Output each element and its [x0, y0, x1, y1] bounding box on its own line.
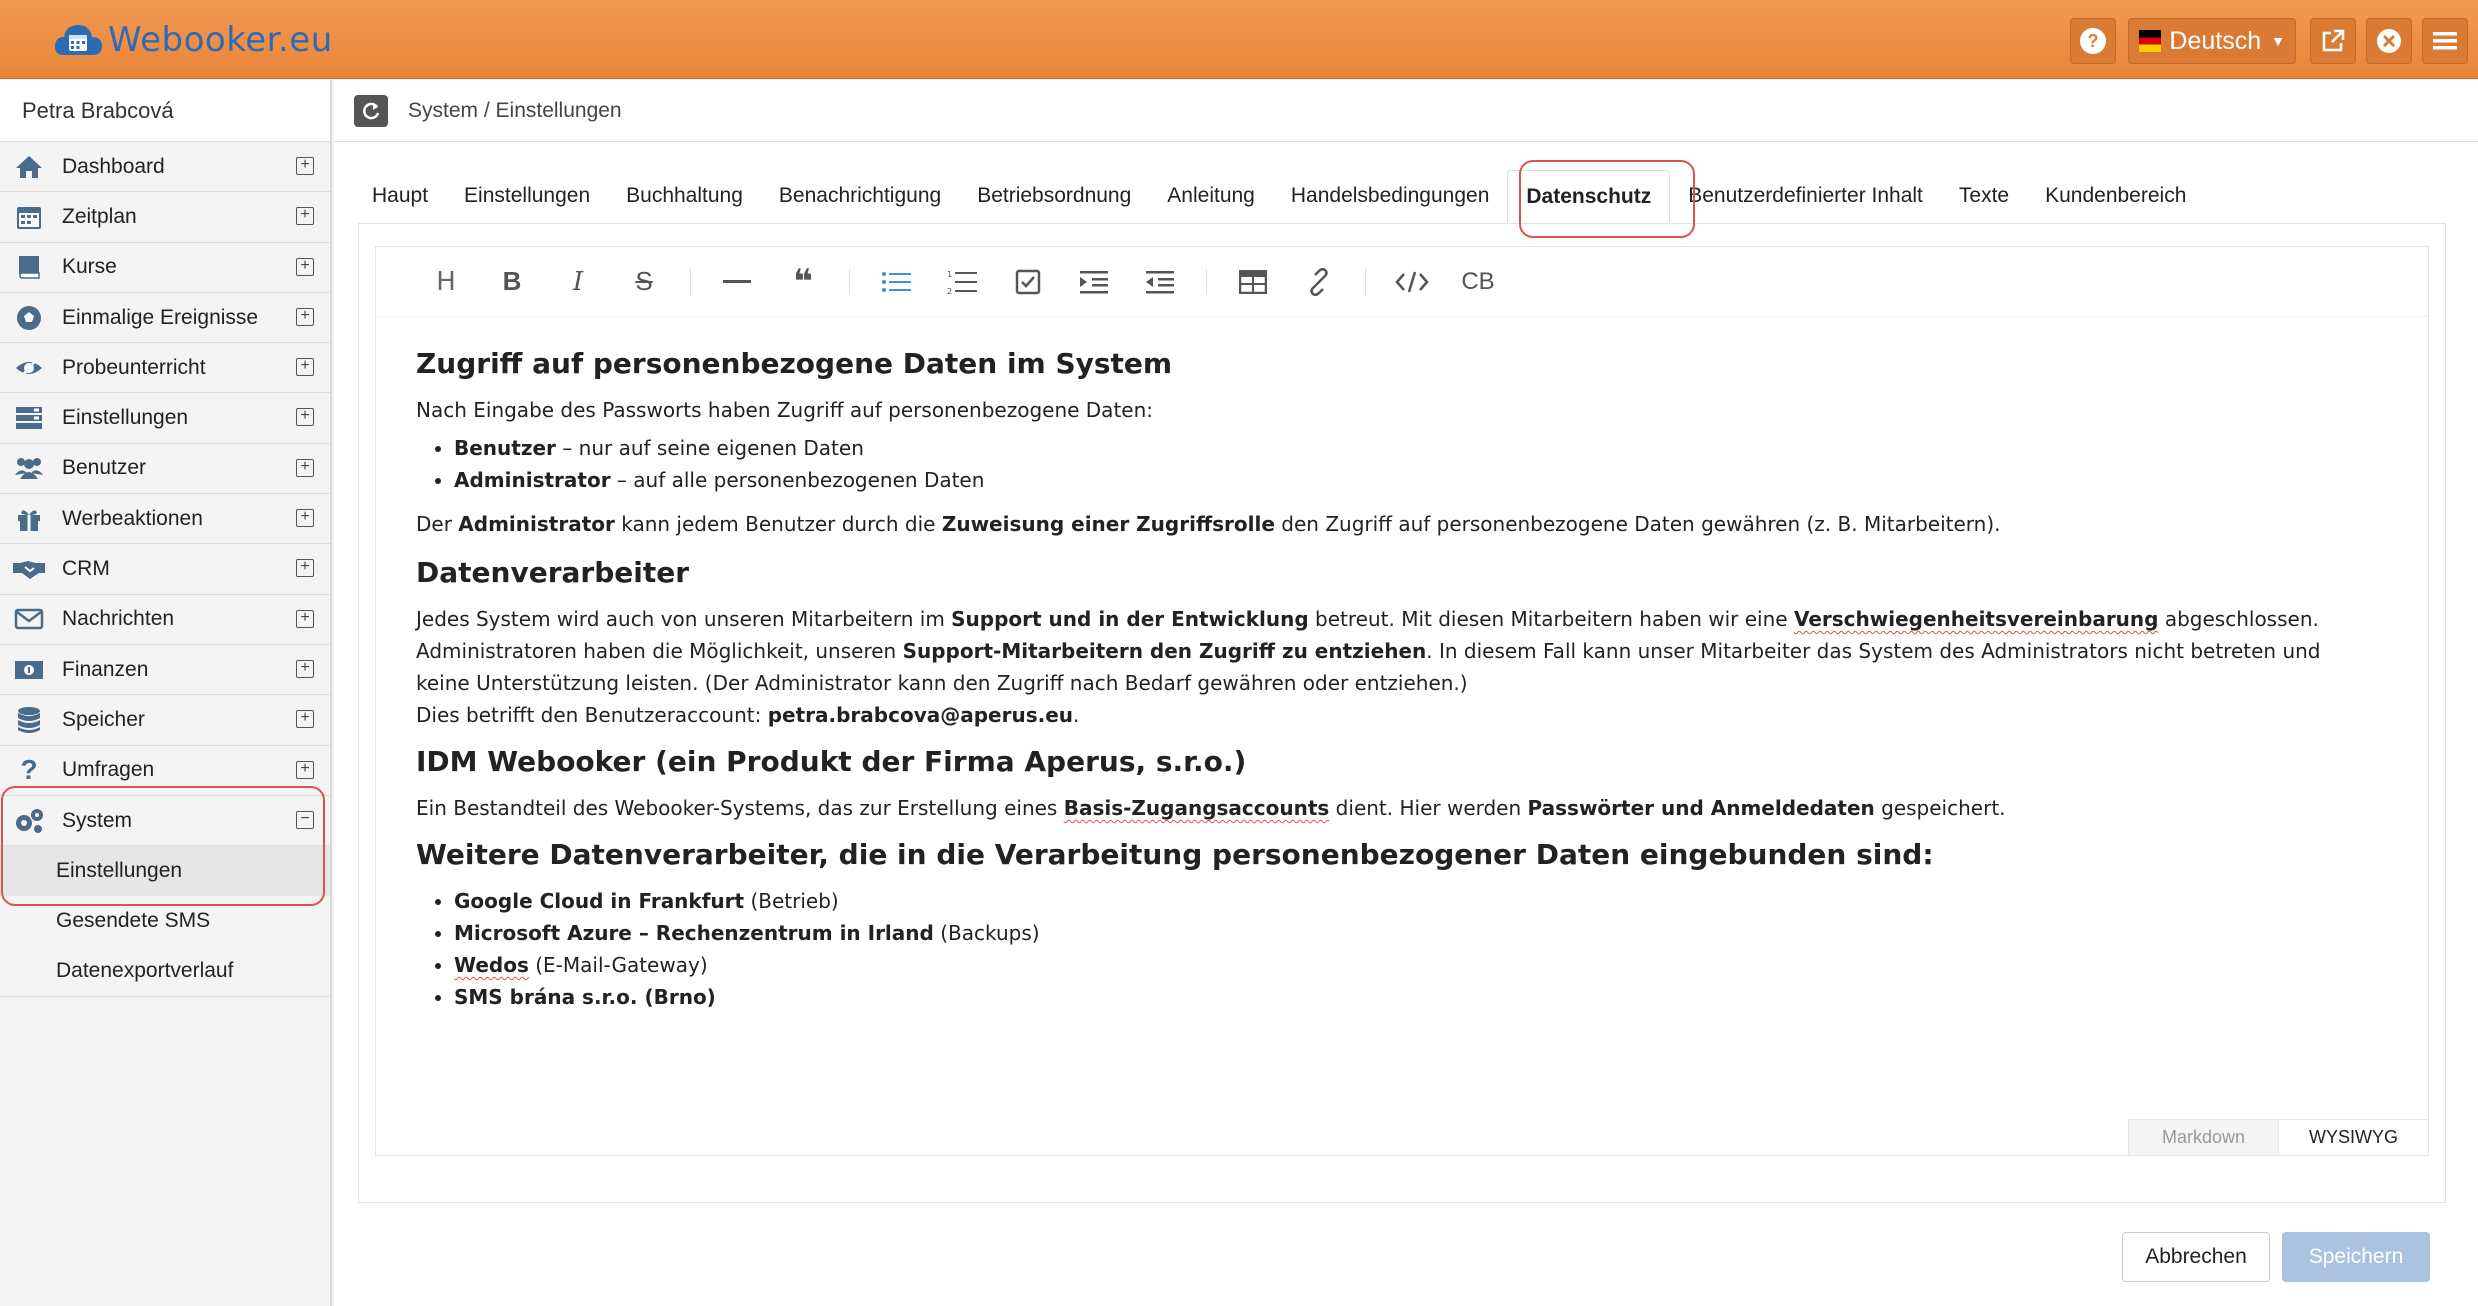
heading-processors: Datenverarbeiter: [416, 556, 690, 589]
sidebar-item-label: Dashboard: [62, 154, 165, 178]
expand-icon[interactable]: +: [296, 207, 314, 225]
breadcrumb: [334, 80, 2478, 142]
editor-mode-switch: [2128, 1119, 2428, 1155]
logo[interactable]: [52, 14, 333, 66]
users-icon: [12, 453, 46, 483]
tab-einstellungen[interactable]: Einstellungen: [464, 184, 591, 207]
toolbar-divider: [1365, 269, 1366, 295]
sidebar: [0, 80, 332, 1306]
sidebar-item-label: Werbeaktionen: [62, 506, 203, 530]
code-block-label: CB: [1461, 267, 1495, 295]
checklist-icon[interactable]: [1008, 262, 1048, 302]
outdent-icon[interactable]: [1140, 262, 1180, 302]
list-item: • Wedos (E-Mail-Gateway): [454, 949, 2376, 981]
italic-icon[interactable]: I: [572, 266, 584, 297]
list-item: • SMS brána s.r.o. (Brno): [454, 981, 2376, 1013]
sidebar-item-dashboard[interactable]: [0, 142, 330, 192]
sidebar-item-label: Benutzer: [62, 456, 147, 480]
sidebar-item-umfragen[interactable]: [0, 746, 330, 796]
toolbar-divider: [849, 269, 850, 295]
editor-toolbar: [376, 247, 2428, 317]
expand-icon[interactable]: +: [296, 459, 314, 477]
bold-icon[interactable]: B: [502, 266, 522, 296]
toolbar-divider: [690, 269, 691, 295]
sidebar-item-label: Probeunterricht: [62, 355, 206, 379]
german-flag-icon: [2139, 30, 2161, 52]
gift-icon: [12, 504, 46, 534]
envelope-icon: [12, 604, 46, 634]
home-icon: [12, 152, 46, 182]
bullet-list-icon[interactable]: [876, 262, 916, 302]
money-icon: [12, 655, 46, 685]
expand-icon[interactable]: +: [296, 559, 314, 577]
tab-buchhaltung[interactable]: Buchhaltung: [626, 184, 743, 207]
paragraph: Nach Eingabe des Passworts haben Zugriff auf personenbezogene Daten:: [416, 398, 1154, 422]
paragraph: Administratoren haben die Möglichkeit, unseren Support-Mitarbeitern den Zugriff zu entziehen. In diesem Fall kann unser Mitarbeiter das System des Administrators nicht betreten und keine Unterstützung leisten. (Der Administrator kann den Zugriff nach Bedarf gewähren oder entziehen.): [416, 639, 2321, 695]
paragraph: Jedes System wird auch von unseren Mitarbeitern im Support und in der Entwicklung betreut. Mit diesen Mitarbeitern haben wir eine Verschwiegenheitsvereinbarung abgeschlossen.: [416, 607, 2319, 631]
expand-icon[interactable]: +: [296, 408, 314, 426]
tab-bar: [354, 170, 2204, 222]
sidebar-item-label: Umfragen: [62, 758, 155, 782]
sidebar-item-einstellungen[interactable]: [0, 393, 330, 443]
save-button[interactable]: Speichern: [2282, 1232, 2430, 1282]
quote-icon[interactable]: ❝: [793, 262, 813, 301]
expand-icon[interactable]: +: [296, 710, 314, 728]
processors-list: [454, 885, 2376, 1013]
handshake-icon: [12, 554, 46, 584]
paragraph: Der Administrator kann jedem Benutzer durch die Zuweisung einer Zugriffsrolle den Zugriff auf personenbezogene Daten gewähren (z. B. Mitarbeitern).: [416, 512, 2001, 536]
code-block-icon[interactable]: [1458, 262, 1498, 302]
heading-access: Zugriff auf personenbezogene Daten im System: [416, 347, 1173, 380]
sidebar-subitem-gesendete-sms[interactable]: Gesendete SMS: [56, 909, 211, 933]
toolbar-divider: [1206, 269, 1207, 295]
list-item: • Administrator – auf alle personenbezogenen Daten: [454, 464, 2376, 496]
expand-icon[interactable]: +: [296, 308, 314, 326]
refresh-button[interactable]: [354, 95, 388, 127]
sidebar-subitem-datenexportverlauf[interactable]: Datenexportverlauf: [56, 959, 234, 983]
hamburger-icon: [2432, 30, 2458, 52]
cloud-calendar-icon: [52, 15, 104, 65]
sidebar-item-system[interactable]: [0, 796, 330, 846]
heading-icon[interactable]: H: [436, 266, 456, 297]
list-item: • Google Cloud in Frankfurt (Betrieb): [454, 885, 2376, 917]
sidebar-item-label: Einmalige Ereignisse: [62, 305, 259, 329]
language-label: Deutsch: [2169, 26, 2262, 55]
soccer-ball-icon: [12, 303, 46, 333]
breadcrumb-text: System / Einstellungen: [408, 98, 622, 122]
list-item: • Microsoft Azure – Rechenzentrum in Irland (Backups): [454, 917, 2376, 949]
sidebar-item-nachrichten[interactable]: [0, 595, 330, 645]
sidebar-item-label: Nachrichten: [62, 607, 175, 631]
logo-text: Webooker.eu: [108, 20, 333, 60]
sidebar-item-zeitplan[interactable]: [0, 192, 330, 242]
sidebar-item-crm[interactable]: [0, 544, 330, 594]
expand-icon[interactable]: +: [296, 610, 314, 628]
table-icon[interactable]: [1233, 262, 1273, 302]
tab-betriebsordnung[interactable]: Betriebsordnung: [977, 184, 1132, 207]
sidebar-item-label: Kurse: [62, 255, 117, 279]
expand-icon[interactable]: +: [296, 660, 314, 678]
open-external-button[interactable]: [2310, 18, 2356, 64]
horizontal-rule-icon[interactable]: [717, 262, 757, 302]
refresh-icon: [360, 100, 382, 122]
calendar-icon: [12, 202, 46, 232]
gears-icon: [12, 806, 46, 836]
help-icon: ?: [2080, 28, 2106, 54]
access-list: [454, 432, 2376, 496]
sidebar-item-speicher[interactable]: [0, 695, 330, 745]
form-footer: [334, 1210, 2478, 1306]
sidebar-item-label: Einstellungen: [62, 406, 189, 430]
external-link-icon: [2320, 28, 2346, 54]
editor-panel: [358, 223, 2446, 1203]
tab-texte[interactable]: Texte: [1958, 184, 2010, 207]
system-submenu: [0, 846, 330, 997]
svg-text:1: 1: [947, 269, 953, 279]
expand-icon[interactable]: +: [296, 358, 314, 376]
tab-haupt[interactable]: Haupt: [372, 184, 429, 207]
sidebar-item-finanzen[interactable]: [0, 645, 330, 695]
code-icon[interactable]: [1392, 262, 1432, 302]
expand-icon[interactable]: +: [296, 258, 314, 276]
sidebar-item-label: Zeitplan: [62, 204, 137, 228]
tab-anleitung[interactable]: Anleitung: [1167, 184, 1255, 207]
tab-handelsbedingungen[interactable]: Handelsbedingungen: [1290, 184, 1490, 207]
collapse-icon[interactable]: −: [296, 811, 314, 829]
indent-icon[interactable]: [1074, 262, 1114, 302]
svg-text:2: 2: [947, 286, 953, 295]
tab-datenschutz[interactable]: Datenschutz: [1507, 170, 1670, 222]
expand-icon[interactable]: +: [296, 761, 314, 779]
paragraph: Ein Bestandteil des Webooker-Systems, das zur Erstellung eines Basis-Zugangsaccounts dient. Hier werden Passwörter und Anmeldedaten gespeichert.: [416, 796, 2006, 820]
sidebar-item-probeunterricht[interactable]: [0, 343, 330, 393]
top-bar: [0, 0, 2478, 79]
sidebar-item-label: Finanzen: [62, 657, 149, 681]
caret-down-icon: ▼: [2271, 33, 2285, 49]
cancel-button[interactable]: Abbrechen: [2122, 1232, 2270, 1282]
book-icon: [12, 252, 46, 282]
paragraph: Dies betrifft den Benutzeraccount: petra.brabcova@aperus.eu.: [416, 703, 1080, 727]
settings-list-icon: [12, 403, 46, 433]
sidebar-subitem-einstellungen[interactable]: Einstellungen: [0, 846, 330, 896]
rich-text-editor[interactable]: [375, 246, 2429, 1156]
question-icon: ?: [20, 754, 38, 786]
wysiwyg-mode-button[interactable]: WYSIWYG: [2278, 1120, 2428, 1155]
heading-idm: IDM Webooker (ein Produkt der Firma Aperus, s.r.o.): [416, 745, 1247, 778]
tab-benutzerdefinierter-inhalt[interactable]: Benutzerdefinierter Inhalt: [1688, 184, 1923, 207]
close-circle-icon: [2376, 28, 2402, 54]
sidebar-item-label: Speicher: [62, 707, 145, 731]
link-icon[interactable]: [1299, 262, 1339, 302]
user-name[interactable]: Petra Brabcová: [0, 80, 330, 142]
markdown-mode-button[interactable]: Markdown: [2128, 1120, 2278, 1155]
close-button[interactable]: [2366, 18, 2412, 64]
expand-icon[interactable]: +: [296, 509, 314, 527]
tab-benachrichtigung[interactable]: Benachrichtigung: [778, 184, 942, 207]
sidebar-item-kurse[interactable]: [0, 243, 330, 293]
menu-button[interactable]: [2422, 18, 2468, 64]
sidebar-item-label: System: [62, 808, 133, 832]
sidebar-item-werbeaktionen[interactable]: [0, 494, 330, 544]
expand-icon[interactable]: +: [296, 157, 314, 175]
tab-kundenbereich[interactable]: Kundenbereich: [2045, 184, 2187, 207]
help-button[interactable]: [2070, 18, 2116, 64]
sidebar-item-einmalige-ereignisse[interactable]: [0, 293, 330, 343]
language-dropdown[interactable]: [2128, 18, 2296, 64]
numbered-list-icon[interactable]: [942, 262, 982, 302]
database-icon: [12, 705, 46, 735]
eye-icon: [12, 353, 46, 383]
document-content[interactable]: [416, 347, 2376, 1025]
sidebar-item-label: CRM: [62, 557, 110, 581]
sidebar-item-benutzer[interactable]: [0, 444, 330, 494]
heading-further-processors: Weitere Datenverarbeiter, die in die Verarbeitung personenbezogener Daten eingebunden sind:: [416, 838, 1934, 871]
list-item: • Benutzer – nur auf seine eigenen Daten: [454, 432, 2376, 464]
strikethrough-icon[interactable]: S: [635, 266, 653, 296]
main-content: [334, 80, 2478, 1306]
